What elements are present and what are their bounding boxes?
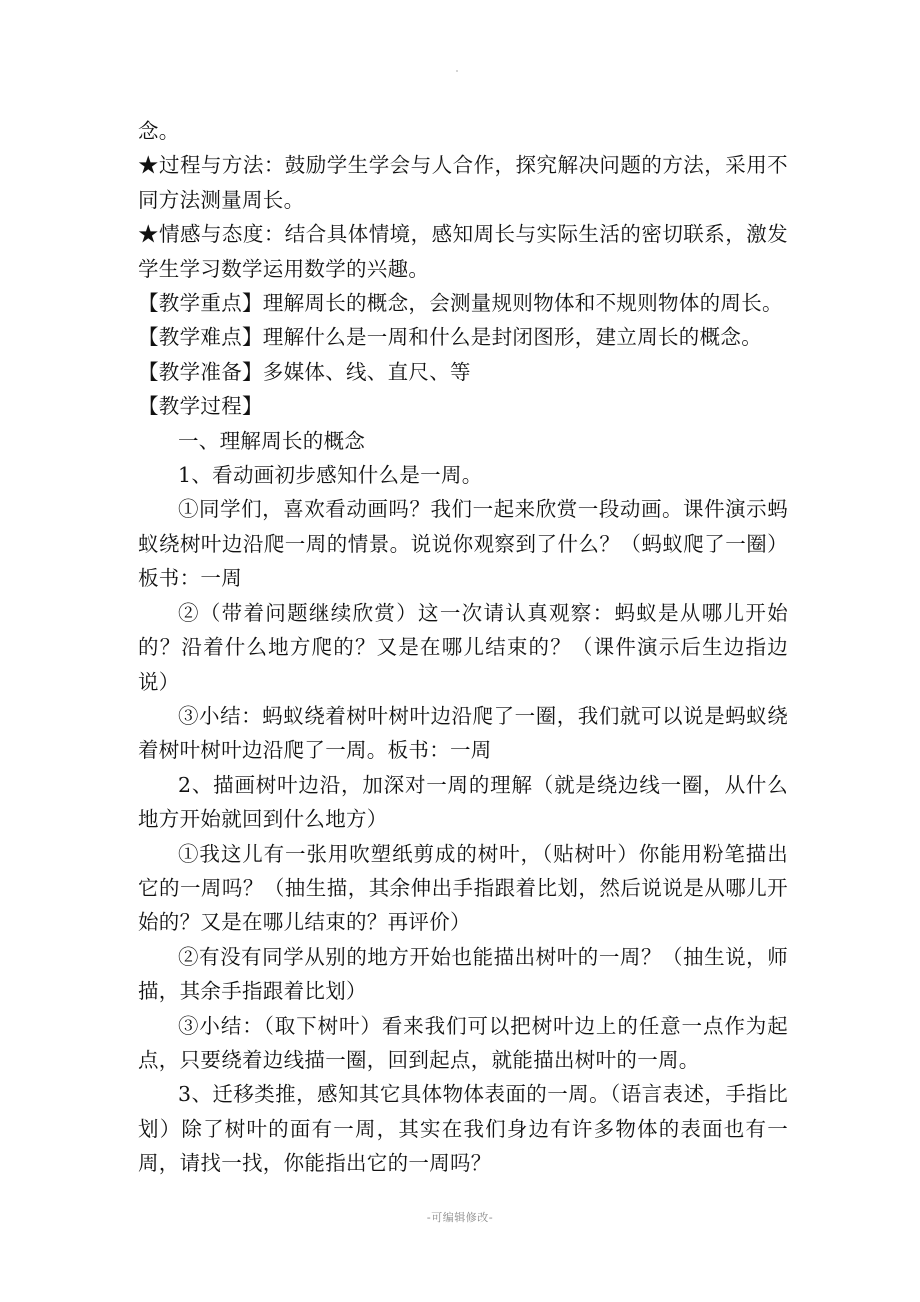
paragraph: 1、看动画初步感知什么是一周。	[178, 463, 483, 488]
page-footer: -可编辑修改-	[426, 1211, 494, 1224]
paragraph: 【教学难点】理解什么是一周和什么是封闭图形，建立周长的概念。	[138, 325, 762, 350]
paragraph: ①我这儿有一张用吹塑纸剪成的树叶，（贴树叶）你能用粉笔描出它的一周吗？（抽生描，其余伸出手指跟着比划，然后说说是从哪儿开始的？又是在哪儿结束的？再评价）	[138, 841, 788, 935]
paragraph: 念。	[138, 119, 180, 143]
paragraph: ③小结：（取下树叶）看来我们可以把树叶边上的任意一点作为起点，只要绕着边线描一圈，回到起点，就能描出树叶的一周。	[138, 1013, 788, 1072]
paragraph: 【教学过程】	[138, 394, 263, 419]
paragraph: 一、理解周长的概念	[178, 428, 366, 453]
top-speck	[456, 70, 458, 72]
document-body	[138, 114, 788, 1181]
paragraph: 3、迁移类推，感知其它具体物体表面的一周。（语言表述，手指比划）除了树叶的面有一周，其实在我们身边有许多物体的表面也有一周，请找一找，你能指出它的一周吗？	[138, 1082, 788, 1176]
paragraph: 【教学准备】多媒体、线、直尺、等	[138, 359, 471, 384]
paragraph: 2、描画树叶边沿，加深对一周的理解（就是绕边线一圈，从什么地方开始就回到什么地方）	[138, 772, 788, 832]
paragraph: ★情感与态度：结合具体情境，感知周长与实际生活的密切联系，激发学生学习数学运用数学的兴趣。	[138, 222, 788, 281]
paragraph: ★过程与方法：鼓励学生学会与人合作，探究解决问题的方法，采用不同方法测量周长。	[138, 153, 788, 212]
paragraph: ②有没有同学从别的地方开始也能描出树叶的一周？（抽生说，师描，其余手指跟着比划）	[138, 944, 788, 1004]
paragraph: ①同学们，喜欢看动画吗？我们一起来欣赏一段动画。课件演示蚂蚁绕树叶边沿爬一周的情景。说说你观察到了什么？（蚂蚁爬了一圈）板书：一周	[138, 497, 788, 591]
paragraph: ③小结：蚂蚁绕着树叶树叶边沿爬了一圈，我们就可以说是蚂蚁绕着树叶树叶边沿爬了一周。板书：一周	[138, 703, 788, 763]
paragraph: 【教学重点】理解周长的概念，会测量规则物体和不规则物体的周长。	[138, 291, 783, 316]
paragraph: ②（带着问题继续欣赏）这一次请认真观察：蚂蚁是从哪儿开始的？沿着什么地方爬的？又是在哪儿结束的？（课件演示后生边指边说）	[138, 600, 788, 694]
